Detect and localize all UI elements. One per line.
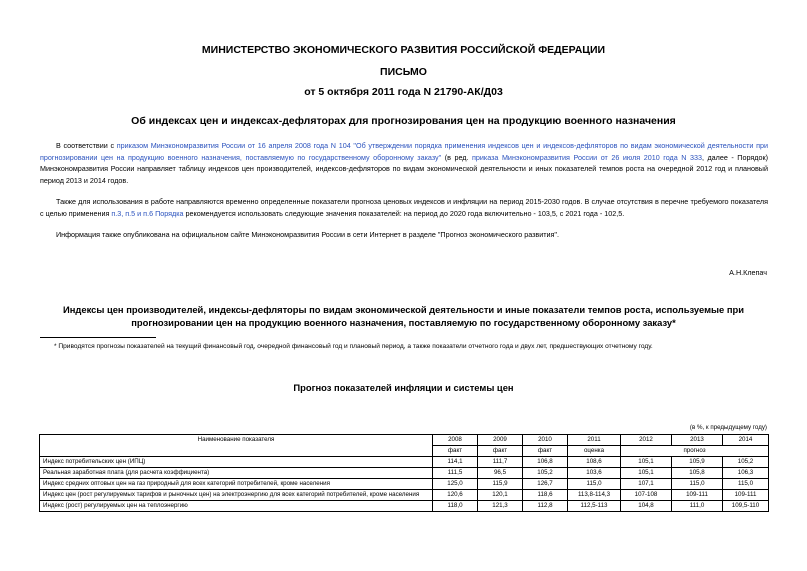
row-value: 109-111 [672, 490, 723, 501]
row-value: 125,0 [433, 479, 478, 490]
row-name: Индекс (рост) регулируемых цен на теплоэнергию [40, 501, 433, 512]
status-header: оценка [568, 446, 621, 457]
footnote: * Приводятся прогнозы показателей на текущий финансовый год, очередной финансовый год и плановый период, а также показатели отчетного года и двух лет, предшествующих отчетному году. [54, 343, 653, 350]
order-104-link[interactable]: приказом Минэкономразвития России от 16 апреля 2008 года N 104 "Об утверждении порядка применения индексов цен и индексов-дефляторов по видам экономической деятельности при прогнозировании цен на продукцию военного назначения, поставляемую по государственному оборонному заказу" [40, 141, 768, 162]
p1-text-a: В соответствии с [56, 141, 117, 150]
row-value: 109,5-110 [723, 501, 769, 512]
row-value: 106,8 [523, 457, 568, 468]
row-value: 115,0 [723, 479, 769, 490]
row-name: Индекс цен (рост регулируемых тарифов и рыночных цен) на электроэнергию для всех категорий потребителей, кроме населения [40, 490, 433, 501]
indicators-table [39, 434, 769, 512]
document-type: ПИСЬМО [380, 66, 427, 78]
row-value: 111,7 [478, 457, 523, 468]
paragraph-1 [40, 140, 768, 186]
row-value: 105,2 [523, 468, 568, 479]
status-header: прогноз [621, 446, 769, 457]
row-value: 111,0 [672, 501, 723, 512]
row-value: 115,0 [672, 479, 723, 490]
table-row [40, 468, 769, 479]
row-value: 96,5 [478, 468, 523, 479]
row-value: 126,7 [523, 479, 568, 490]
row-value: 105,9 [672, 457, 723, 468]
table-row [40, 479, 769, 490]
row-value: 113,8-114,3 [568, 490, 621, 501]
document-date-number: от 5 октября 2011 года N 21790-АК/Д03 [304, 86, 503, 98]
order-333-link[interactable]: приказа Минэкономразвития России от 26 июля 2010 года N 333 [472, 152, 702, 162]
row-value: 120,1 [478, 490, 523, 501]
year-header: 2014 [723, 435, 769, 446]
section-title: Индексы цен производителей, индексы-дефляторы по видам экономической деятельности и иные показатели темпов роста, используемые при прогнозировании цен на продукцию военного назначения, поставляемую по государственному оборонному заказу* [63, 304, 744, 328]
paragraph-3: Информация также опубликована на официальном сайте Минэкономразвития России в сети Интернет в разделе "Прогноз экономического развития". [56, 230, 559, 239]
row-value: 112,8 [523, 501, 568, 512]
procedure-points-link[interactable]: п.3, п.5 и п.6 Порядка [111, 208, 184, 218]
p2-text-b: рекомендуется использовать следующие значения показателей: на период до 2020 года включительно - 103,5, с 2021 года - 102,5. [183, 208, 625, 218]
p2-text-a: Также для использования в работе направляются временно определенные показатели прогноза ценовых индексов и инфляции на период 2015-2030 годов. В случае отсутствия в перечне требуемого показателя с целью применения [40, 197, 768, 218]
row-name: Индекс потребительских цен (ИПЦ) [40, 457, 433, 468]
forecast-title: Прогноз показателей инфляции и системы цен [293, 382, 514, 393]
table-row [40, 501, 769, 512]
row-value: 118,0 [433, 501, 478, 512]
row-value: 115,0 [568, 479, 621, 490]
row-value: 108,6 [568, 457, 621, 468]
row-value: 105,8 [672, 468, 723, 479]
status-header: факт [478, 446, 523, 457]
row-value: 106,3 [723, 468, 769, 479]
year-header: 2013 [672, 435, 723, 446]
year-header: 2009 [478, 435, 523, 446]
row-value: 115,9 [478, 479, 523, 490]
p1-text-c: , далее - Порядок) Минэкономразвития России направляет таблицу индексов цен производителей, индексов-дефляторов по видам экономической деятельности и иных показателей темпов роста на очередной 2012 год и плановый период 2013 и 2014 годов. [40, 152, 768, 185]
row-value: 107-108 [621, 490, 672, 501]
row-value: 105,2 [723, 457, 769, 468]
year-header: 2008 [433, 435, 478, 446]
table-row [40, 490, 769, 501]
row-value: 105,1 [621, 468, 672, 479]
units-note: (в %, к предыдущему году) [689, 424, 767, 431]
paragraph-2 [40, 196, 768, 219]
row-value: 109-111 [723, 490, 769, 501]
row-value: 121,3 [478, 501, 523, 512]
ministry-heading: МИНИСТЕРСТВО ЭКОНОМИЧЕСКОГО РАЗВИТИЯ РОССИЙСКОЙ ФЕДЕРАЦИИ [201, 44, 606, 56]
signer: А.Н.Клепач [729, 268, 767, 277]
row-value: 114,1 [433, 457, 478, 468]
row-value: 118,6 [523, 490, 568, 501]
year-header: 2010 [523, 435, 568, 446]
document-subject: Об индексах цен и индексах-дефляторах для прогнозирования цен на продукцию военного назначения [131, 115, 676, 127]
row-value: 111,5 [433, 468, 478, 479]
row-value: 104,8 [621, 501, 672, 512]
row-name: Реальная заработная плата (для расчета коэффициента) [40, 468, 433, 479]
row-name: Индекс средних оптовых цен на газ природный для всех категорий потребителей, кроме населения [40, 479, 433, 490]
table-header-row [40, 435, 769, 446]
row-value: 112,5-113 [568, 501, 621, 512]
footnote-rule [40, 337, 156, 338]
row-value: 107,1 [621, 479, 672, 490]
status-header: факт [523, 446, 568, 457]
col-name-header: Наименование показателя [40, 435, 433, 457]
p1-text-b: (в ред. [441, 152, 472, 162]
year-header: 2011 [568, 435, 621, 446]
row-value: 103,6 [568, 468, 621, 479]
row-value: 120,6 [433, 490, 478, 501]
status-header: факт [433, 446, 478, 457]
row-value: 105,1 [621, 457, 672, 468]
table-row [40, 457, 769, 468]
year-header: 2012 [621, 435, 672, 446]
